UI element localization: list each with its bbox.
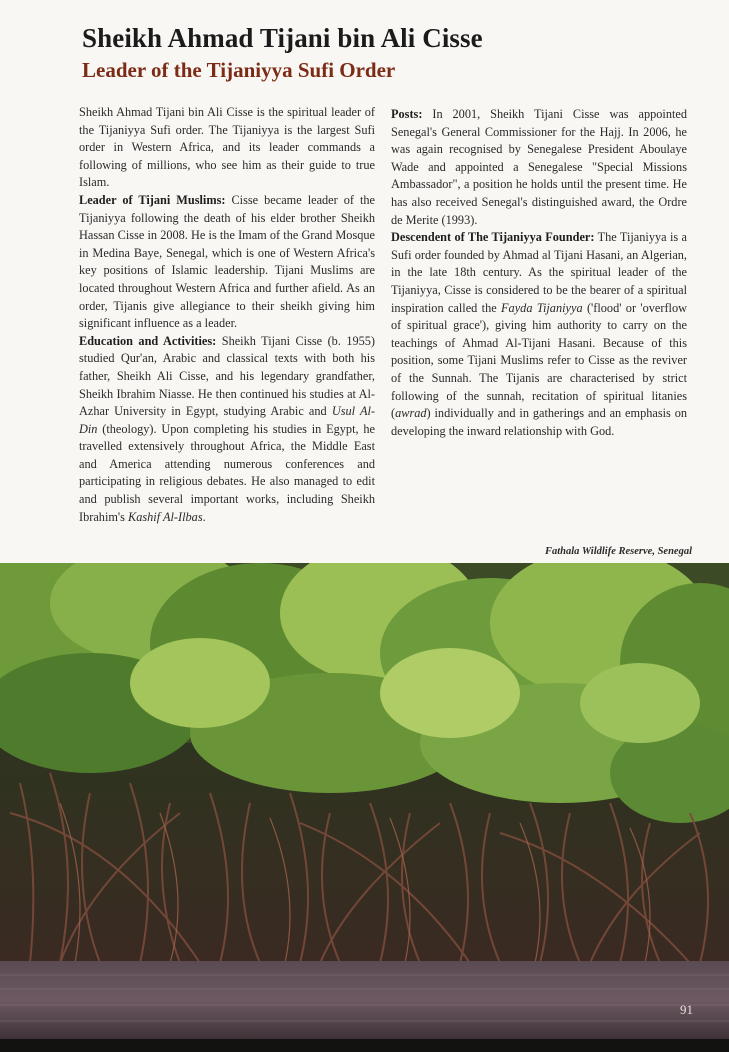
descendent-fayda: Fayda Tijaniyya [501, 300, 583, 315]
posts-text: In 2001, Sheikh Tijani Cisse was appointed Senegal's General Commissioner for the Hajj. In 2006, he was again recognised by Senegalese President Aboulaye Wade and appointed a Senegalese "Special Missions Ambassador", a position he holds until the present time. He has also received Senegal's distinguished award, the Ordre de Merite (1993). [391, 107, 687, 227]
page-title: Sheikh Ahmad Tijani bin Ali Cisse [82, 23, 483, 53]
posts-heading: Posts: [391, 107, 423, 121]
education-kashif: Kashif Al-Ilbas [128, 509, 203, 524]
education-text-1: Sheikh Tijani Cisse (b. 1955) studied Qur'an, Arabic and classical texts with both his father, Sheikh Ali Cisse, and his legendary grandfather, Sheikh Ibrahim Niasse. He then continued his studies at Al-Azhar University in Egypt, studying Arabic and [79, 333, 376, 419]
descendent-text-3: ) individually and in gatherings and an emphasis on developing the inward relationship with God. [391, 406, 687, 438]
leader-heading: Leader of Tijani Muslims: [79, 192, 226, 207]
mangrove-photo [0, 563, 729, 1039]
descendent-text-1: The Tijaniyya is a Sufi order founded by Ahmad al Tijani Hasani, an Algerian, in the late 18th century. As the spiritual leader of the Tijaniyya, Cisse is considered to be the bearer of a spiritual inspiration called the [391, 230, 688, 315]
education-text-3: . [202, 509, 206, 524]
descendent-paragraph [391, 229, 687, 440]
descendent-heading: Descendent of The Tijaniyya Founder: [391, 230, 595, 245]
bottom-bar [0, 1039, 729, 1052]
left-column [79, 104, 375, 526]
descendent-text-2: ('flood' or 'overflow of spiritual grace'), giving him authority to carry on the teachings of Ahmad Al-Tijani Hasani. Because of this position, some Tijani Muslims refer to Cisse as the reviver of the Sunnah. The Tijanis are characterised by strict following of the sunnah, recitation of spiritual litanies ( [391, 300, 687, 421]
leader-text: Cisse became leader of the Tijaniyya following the death of his elder brother Sheikh Hassan Cisse in 2008. He is the Imam of the Grand Mosque in Medina Baye, Senegal, which is one of Western Africa's key positions of Islamic leadership. Tijani Muslims are located throughout Western Africa and further afield. As an order, Tijanis give allegiance to their sheikh giving him significant influence as a leader. [79, 192, 376, 331]
mangrove-illustration [0, 563, 729, 1039]
education-text-2: (theology). Upon completing his studies in Egypt, he travelled extensively throughout Africa, the Middle East and America attending numerous conferences and participating in religious debates. He also managed to edit and publish several important works, including Sheikh Ibrahim's [79, 421, 375, 524]
water [0, 961, 729, 1039]
page-number: 91 [680, 1002, 693, 1017]
leader-paragraph [79, 192, 375, 333]
right-column [391, 106, 687, 440]
intro-text: Sheikh Ahmad Tijani bin Ali Cisse is the spiritual leader of the Tijaniyya Sufi order. The Tijaniyya is the largest Sufi order in Western Africa, and its leader commands a following of millions, who see him as their guide to true Islam. [79, 105, 375, 190]
education-usul: Usul Al-Din [79, 404, 375, 436]
education-paragraph [79, 333, 375, 527]
education-heading: Education and Activities: [79, 333, 217, 348]
posts-paragraph [391, 106, 687, 229]
descendent-awrad: awrad [395, 406, 427, 421]
photo-caption: Fathala Wildlife Reserve, Senegal [545, 546, 692, 557]
intro-paragraph [79, 104, 375, 192]
page-subtitle: Leader of the Tijaniyya Sufi Order [82, 58, 396, 82]
